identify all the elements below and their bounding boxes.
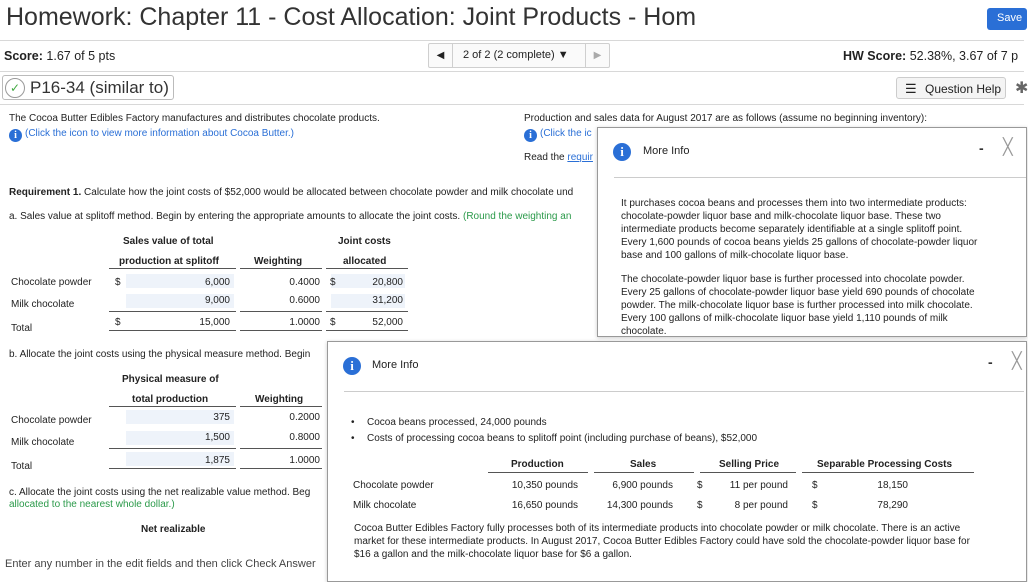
info-link[interactable]	[524, 128, 592, 142]
col-header: Production	[511, 459, 564, 470]
double-rule	[326, 330, 408, 331]
hw-score-label: HW Score:	[843, 49, 907, 63]
col-header: production at splitoff	[119, 256, 219, 267]
part-a-text: a. Sales value at splitoff method. Begin by entering the appropriate amounts to allocate the joint costs.	[9, 211, 461, 222]
info-link[interactable]	[9, 128, 294, 142]
info-line: chocolate-powder liquor base and milk-chocolate liquor base. These two	[621, 211, 941, 222]
total-rule	[240, 311, 322, 312]
header-underline	[240, 268, 322, 269]
bullet-item	[351, 417, 547, 428]
question-selector[interactable]: 2 of 2 (2 complete) ▼	[463, 49, 569, 61]
row-label: Total	[11, 461, 33, 472]
info-icon: i	[343, 357, 361, 375]
total-rule	[109, 448, 236, 449]
gear-icon[interactable]: ✱	[1015, 80, 1028, 97]
table-cell: 1,875	[204, 455, 230, 466]
divider	[0, 71, 1024, 72]
hw-score	[843, 49, 1018, 63]
dollar-sign: $	[115, 277, 121, 288]
problem-title	[2, 75, 174, 100]
col-header: Weighting	[255, 394, 304, 405]
info-line: Every 100 gallons of milk-chocolate liquor base yield 1,110 pounds of milk	[621, 313, 948, 324]
info-line: Every 25 gallons of chocolate-powder liquor base yield 690 pounds of chocolate	[621, 287, 975, 298]
part-c-rounding-note: allocated to the nearest whole dollar.)	[9, 499, 175, 510]
double-rule	[240, 330, 322, 331]
double-rule	[109, 330, 236, 331]
next-question-button[interactable]: ▶	[585, 44, 609, 67]
requirement-1-text: Calculate how the joint costs of $52,000 would be allocated between chocolate powder and milk chocolate und	[84, 187, 574, 198]
table-cell: 0.2000	[289, 412, 320, 423]
intro-text: The Cocoa Butter Edibles Factory manufactures and distributes chocolate products.	[9, 113, 380, 124]
table-cell: 10,350 pounds	[511, 480, 578, 491]
requirement-1-heading: Requirement 1.	[9, 187, 82, 198]
row-label: Milk chocolate	[11, 299, 75, 310]
col-header: total production	[132, 394, 209, 405]
hw-score-value: 52.38%, 3.67 of 7 p	[909, 49, 1019, 63]
dollar-sign: $	[812, 500, 818, 511]
double-rule	[240, 468, 322, 469]
dialog-title: More Info	[372, 359, 419, 371]
table-cell: 6,900 pounds	[612, 480, 673, 491]
part-a-instructions	[9, 211, 571, 222]
prev-question-button[interactable]: ◀	[429, 44, 453, 67]
question-help-button[interactable]	[896, 77, 1006, 99]
table-cell: 1.0000	[289, 317, 320, 328]
divider	[0, 40, 1024, 41]
table-cell: 0.6000	[289, 295, 320, 306]
question-help-label: Question Help	[925, 82, 1002, 96]
table-cell: 14,300 pounds	[606, 500, 673, 511]
table-cell: 0.8000	[289, 432, 320, 443]
minimize-button[interactable]: -	[988, 354, 993, 370]
dollar-sign: $	[697, 500, 703, 511]
note-line: Cocoa Butter Edibles Factory fully processes both of its intermediate products into chocolate powder or milk chocolate. There is an active	[354, 523, 961, 534]
header-underline	[326, 268, 408, 269]
table-cell: 20,800	[372, 277, 403, 288]
info-line: It purchases cocoa beans and processes them into two intermediate products:	[621, 198, 967, 209]
col-header: Physical measure of	[122, 374, 219, 385]
table-cell: 16,650 pounds	[511, 500, 578, 511]
info-line: intermediate products become separately identifiable at a single splitoff point.	[621, 224, 963, 235]
dialog-title: More Info	[643, 145, 690, 157]
header-underline	[109, 268, 236, 269]
page-title: Homework: Chapter 11 - Cost Allocation: Joint Products - Hom	[6, 3, 697, 31]
header-underline	[488, 472, 588, 473]
col-header: Net realizable	[141, 524, 206, 535]
table-cell: 52,000	[372, 317, 403, 328]
info-line: powder. The milk-chocolate liquor base is further processed into milk chocolate.	[621, 300, 973, 311]
note-line: $16 a gallon and the milk-chocolate liquor base for $6 a gallon.	[354, 549, 632, 560]
row-label: Chocolate powder	[11, 415, 92, 426]
bullet-item	[351, 433, 758, 444]
col-header: Sales	[630, 459, 657, 470]
header-underline	[109, 406, 236, 407]
table-cell: 8 per pound	[734, 500, 788, 511]
save-button[interactable]: Save	[987, 8, 1027, 30]
question-nav	[428, 43, 610, 68]
list-icon: ☰	[905, 81, 917, 96]
footer-instructions: Enter any number in the edit fields and then click Check Answer	[5, 558, 316, 570]
info-line: base and 100 gallons of milk-chocolate liquor base.	[621, 250, 849, 261]
info-link-label: (Click the icon to view more information about Cocoa Butter.)	[25, 128, 295, 139]
minimize-button[interactable]: -	[979, 140, 984, 156]
score-label: Score:	[4, 49, 43, 63]
bullet-text: Costs of processing cocoa beans to splitoff point (including purchase of beans), $52,000	[367, 433, 758, 444]
problem-label: P16-34 (similar to)	[30, 78, 169, 97]
dialog-divider	[614, 177, 1026, 178]
col-header: Separable Processing Costs	[817, 459, 953, 470]
dollar-sign: $	[697, 480, 703, 491]
dollar-sign: $	[812, 480, 818, 491]
row-label: Total	[11, 323, 33, 334]
total-rule	[240, 448, 322, 449]
info-line: chocolate.	[621, 326, 667, 337]
partial-credit-icon: ✓	[5, 78, 25, 98]
score	[4, 49, 115, 63]
row-label: Milk chocolate	[353, 500, 417, 511]
divider	[0, 104, 1024, 105]
part-a-rounding-note: (Round the weighting an	[462, 211, 572, 222]
read-label: Read the	[524, 152, 565, 163]
bullet-icon: •	[351, 433, 355, 444]
production-data-text: Production and sales data for August 2017 are as follows (assume no beginning inventory):	[524, 113, 928, 124]
double-rule	[109, 468, 236, 469]
row-label: Chocolate powder	[353, 480, 434, 491]
table-cell: 31,200	[372, 295, 403, 306]
row-label: Milk chocolate	[11, 437, 75, 448]
requirements-link[interactable]: requir	[567, 152, 593, 163]
info-icon[interactable]: i	[9, 129, 22, 142]
table-cell: 375	[213, 412, 230, 423]
col-header: allocated	[343, 256, 387, 267]
note-line: market for these intermediate products. In August 2017, Cocoa Butter Edibles Factory could have sold the chocolate-powder liquor base for	[354, 536, 970, 547]
more-info-dialog	[597, 127, 1027, 337]
info-icon[interactable]: i	[524, 129, 537, 142]
header-underline	[700, 472, 796, 473]
bullet-icon: •	[351, 417, 355, 428]
part-c-instructions: c. Allocate the joint costs using the net realizable value method. Beg	[9, 487, 311, 498]
requirement-1	[9, 187, 573, 198]
part-b-instructions: b. Allocate the joint costs using the physical measure method. Begin	[9, 349, 311, 360]
total-rule	[109, 311, 236, 312]
total-rule	[326, 311, 408, 312]
header-underline	[240, 406, 322, 407]
row-label: Chocolate powder	[11, 277, 92, 288]
read-requirements	[524, 152, 593, 163]
dollar-sign: $	[115, 317, 121, 328]
col-header: Weighting	[254, 256, 303, 267]
table-cell: 1,500	[204, 432, 230, 443]
table-cell: 6,000	[204, 277, 230, 288]
table-cell: 0.4000	[289, 277, 320, 288]
col-header: Selling Price	[719, 459, 780, 470]
bullet-text: Cocoa beans processed, 24,000 pounds	[367, 417, 547, 428]
close-button[interactable]: ╳	[1012, 353, 1022, 370]
score-value: 1.67 of 5 pts	[46, 49, 116, 63]
info-icon: i	[613, 143, 631, 161]
table-cell: 78,290	[877, 500, 908, 511]
dialog-divider	[344, 391, 1024, 392]
more-info-dialog	[327, 341, 1027, 582]
header-underline	[802, 472, 974, 473]
col-header: Sales value of total	[123, 236, 214, 247]
close-button[interactable]: ╳	[1003, 139, 1013, 156]
info-line: Every 1,600 pounds of cocoa beans yields 25 gallons of chocolate-powder liquor	[621, 237, 978, 248]
dollar-sign: $	[330, 277, 336, 288]
dollar-sign: $	[330, 317, 336, 328]
table-cell: 1.0000	[289, 455, 320, 466]
table-cell: 18,150	[877, 480, 908, 491]
table-cell: 11 per pound	[729, 480, 788, 491]
info-line: The chocolate-powder liquor base is further processed into chocolate powder.	[621, 274, 965, 285]
table-cell: 9,000	[204, 295, 230, 306]
header-underline	[594, 472, 694, 473]
info-link-label: (Click the ic	[540, 128, 592, 139]
table-cell: 15,000	[199, 317, 230, 328]
col-header: Joint costs	[338, 236, 391, 247]
